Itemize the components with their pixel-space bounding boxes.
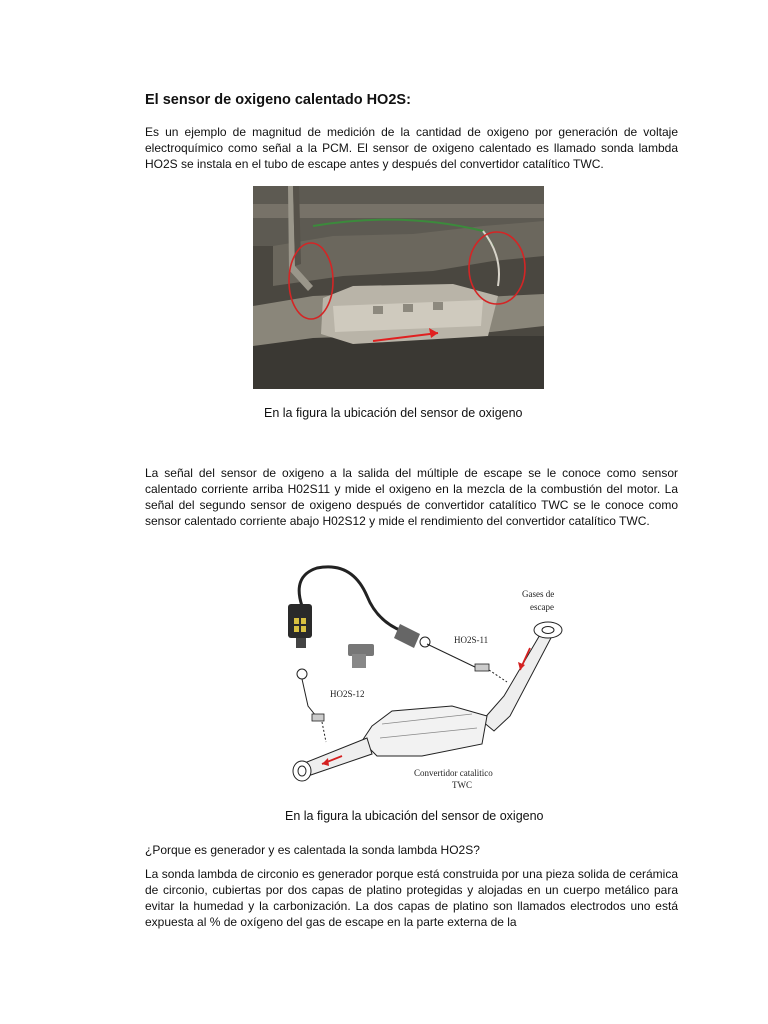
sensor-signal-paragraph: La señal del sensor de oxigeno a la salida del múltiple de escape se le conoce como sensor calentado corriente arriba H02S11 y mide el oxigeno en la mezcla de la combustión del motor. La señal del segundo sensor de oxigeno después de convertidor catalítico TWC se le conoce como sensor calentado corriente abajo H02S12 y mide el rendimiento del convertidor catalítico TWC. <box>145 466 678 528</box>
label-ho2s-12: HO2S-12 <box>330 689 365 699</box>
question-text: ¿Porque es generador y es calentada la sonda lambda HO2S? <box>145 843 480 857</box>
sensor-connector <box>288 604 312 638</box>
label-convertidor-line2: TWC <box>452 780 472 790</box>
exhaust-photo-illustration <box>253 186 544 389</box>
zirconia-paragraph: La sonda lambda de circonio es generador porque está construida por una pieza solida de cerámica de circonio, cubiertas por dos capas de platino protegidas y alojadas en un cuerpo metálico para evitar la humedad y la carbonización. La dos capas de platino son llamados electrodos uno está expuesta al % de oxígeno del gas de escape en la parte externa de la <box>145 867 678 929</box>
label-gases-line2: escape <box>530 602 554 612</box>
exhaust-diagram <box>282 556 574 802</box>
label-convertidor-line1: Convertidor catalitico <box>414 768 493 778</box>
section-heading: El sensor de oxigeno calentado HO2S: <box>145 92 411 108</box>
intro-paragraph: Es un ejemplo de magnitud de medición de la cantidad de oxigeno por generación de voltaje electroquímico como señal a la PCM. El sensor de oxigeno calentado es llamado sonda lambda HO2S se instala en el tubo de escape antes y después del convertidor catalítico TWC. <box>145 125 678 171</box>
exhaust-diagram-illustration <box>282 556 574 802</box>
figure2-caption: En la figura la ubicación del sensor de oxigeno <box>285 809 544 823</box>
figure1-caption: En la figura la ubicación del sensor de oxigeno <box>264 406 523 420</box>
exhaust-photo <box>253 186 544 389</box>
label-gases-line1: Gases de <box>522 589 555 599</box>
label-ho2s-11: HO2S-11 <box>454 635 489 645</box>
